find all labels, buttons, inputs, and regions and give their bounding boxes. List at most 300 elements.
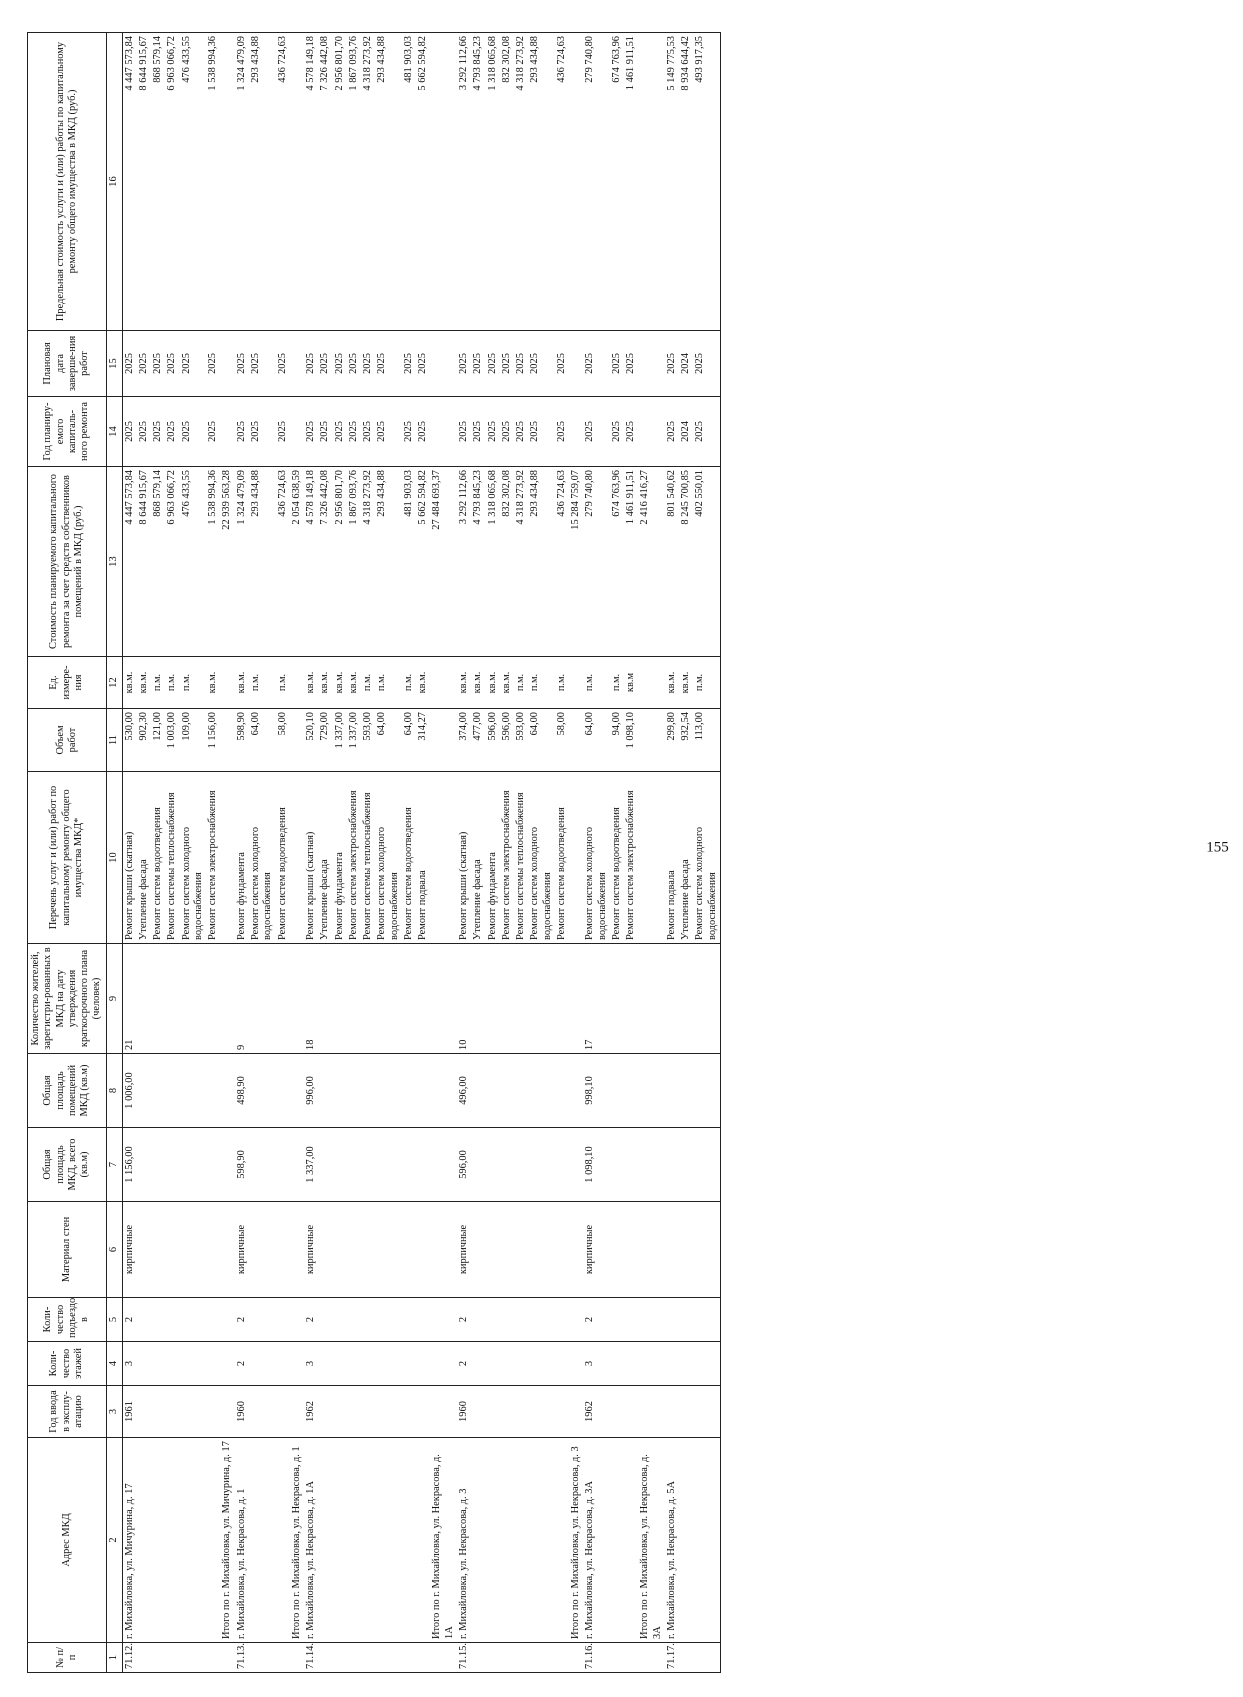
work-unit: п.м. <box>165 657 179 709</box>
floors-count <box>165 1342 179 1386</box>
row-empty-cell <box>290 1054 304 1128</box>
floors-count <box>610 1342 624 1386</box>
build-year <box>375 1386 402 1438</box>
entrances-count <box>624 1298 638 1342</box>
repair-year: 2025 <box>318 397 332 467</box>
entrances-count <box>361 1298 375 1342</box>
rooms-area <box>693 1054 720 1128</box>
floors-count <box>333 1342 347 1386</box>
work-volume: 109,00 <box>180 709 207 772</box>
rooms-area: 496,00 <box>457 1054 471 1128</box>
rooms-area <box>610 1054 624 1128</box>
row-empty-cell <box>638 1054 665 1128</box>
row-empty-cell <box>430 944 457 1054</box>
floors-count <box>665 1342 679 1386</box>
residents-count <box>610 944 624 1054</box>
total-area <box>471 1128 485 1202</box>
repair-year: 2025 <box>486 397 500 467</box>
house-number <box>206 1643 220 1673</box>
column-header: Предельная стоимость услуги и (или) работы по капитальному ремонту общего имущества в МКД (руб.) <box>28 33 107 331</box>
house-address <box>471 1438 485 1643</box>
repair-year: 2025 <box>151 397 165 467</box>
column-header: Стоимость планируемого капитального ремонта за счет средств собственников помещений в МКД (руб.) <box>28 467 107 657</box>
cost-limit: 293 434,88 <box>528 33 555 331</box>
row-empty-cell <box>569 33 583 331</box>
entrances-count <box>514 1298 528 1342</box>
table-row <box>333 33 347 1673</box>
work-unit: кв.м. <box>318 657 332 709</box>
rooms-area <box>180 1054 207 1128</box>
floors-count <box>528 1342 555 1386</box>
wall-material <box>249 1202 276 1298</box>
wall-material <box>500 1202 514 1298</box>
cost-limit: 1 324 479,09 <box>235 33 249 331</box>
work-volume: 94,00 <box>610 709 624 772</box>
repair-year: 2025 <box>249 397 276 467</box>
total-row <box>430 33 457 1673</box>
completion-date: 2025 <box>471 331 485 397</box>
completion-date: 2025 <box>486 331 500 397</box>
table-row <box>416 33 430 1673</box>
work-cost: 1 867 093,76 <box>347 467 361 657</box>
work-name: Ремонт систем электроснабжения <box>347 772 361 944</box>
house-address <box>151 1438 165 1643</box>
work-name: Ремонт крыши (скатная) <box>304 772 318 944</box>
work-name: Ремонт систем холодного водоснабжения <box>693 772 720 944</box>
rooms-area: 498,90 <box>235 1054 249 1128</box>
completion-date: 2025 <box>624 331 638 397</box>
house-number: 71.17. <box>665 1643 679 1673</box>
entrances-count: 2 <box>235 1298 249 1342</box>
work-cost: 293 434,88 <box>249 467 276 657</box>
work-unit: п.м. <box>375 657 402 709</box>
row-empty-cell <box>638 1342 665 1386</box>
house-address <box>137 1438 151 1643</box>
table-row <box>249 33 276 1673</box>
work-unit: кв.м. <box>137 657 151 709</box>
repair-year: 2025 <box>333 397 347 467</box>
row-empty-cell <box>569 657 583 709</box>
work-cost: 868 579,14 <box>151 467 165 657</box>
cost-limit: 6 963 066,72 <box>165 33 179 331</box>
work-unit: кв.м. <box>457 657 471 709</box>
rooms-area <box>151 1054 165 1128</box>
residents-count <box>151 944 165 1054</box>
cost-limit: 4 578 149,18 <box>304 33 318 331</box>
work-volume: 121,00 <box>151 709 165 772</box>
build-year <box>679 1386 693 1438</box>
floors-count <box>471 1342 485 1386</box>
total-label: Итого по г. Михайловка, ул. Некрасова, д. 3 <box>569 1438 583 1643</box>
build-year <box>416 1386 430 1438</box>
wall-material <box>693 1202 720 1298</box>
work-volume: 64,00 <box>249 709 276 772</box>
residents-count <box>514 944 528 1054</box>
row-empty-cell <box>638 33 665 331</box>
total-area <box>528 1128 555 1202</box>
work-unit: п.м. <box>361 657 375 709</box>
column-number: 7 <box>106 1128 122 1202</box>
house-address <box>249 1438 276 1643</box>
work-unit: кв.м. <box>304 657 318 709</box>
table-row <box>304 33 318 1673</box>
total-area <box>333 1128 347 1202</box>
house-number <box>416 1643 430 1673</box>
completion-date: 2025 <box>347 331 361 397</box>
wall-material <box>471 1202 485 1298</box>
table-row <box>693 33 720 1673</box>
entrances-count <box>402 1298 416 1342</box>
row-empty-cell <box>569 1128 583 1202</box>
rooms-area <box>375 1054 402 1128</box>
rooms-area <box>624 1054 638 1128</box>
work-cost: 436 724,63 <box>276 467 290 657</box>
entrances-count <box>347 1298 361 1342</box>
floors-count <box>361 1342 375 1386</box>
floors-count <box>206 1342 220 1386</box>
column-number: 1 <box>106 1643 122 1673</box>
work-name: Ремонт фундамента <box>333 772 347 944</box>
rooms-area <box>361 1054 375 1128</box>
build-year <box>514 1386 528 1438</box>
total-area <box>151 1128 165 1202</box>
wall-material <box>276 1202 290 1298</box>
work-cost: 293 434,88 <box>375 467 402 657</box>
residents-count <box>165 944 179 1054</box>
floors-count: 3 <box>583 1342 610 1386</box>
house-number <box>249 1643 276 1673</box>
residents-count <box>679 944 693 1054</box>
floors-count: 2 <box>235 1342 249 1386</box>
entrances-count <box>693 1298 720 1342</box>
work-unit: кв.м. <box>333 657 347 709</box>
table-row <box>122 33 137 1673</box>
total-area <box>347 1128 361 1202</box>
repair-year: 2025 <box>457 397 471 467</box>
row-empty-cell <box>290 397 304 467</box>
residents-count: 18 <box>304 944 318 1054</box>
house-address <box>347 1438 361 1643</box>
entrances-count <box>137 1298 151 1342</box>
build-year <box>555 1386 569 1438</box>
house-number <box>555 1643 569 1673</box>
completion-date: 2025 <box>151 331 165 397</box>
rooms-area <box>206 1054 220 1128</box>
work-cost: 4 793 845,23 <box>471 467 485 657</box>
column-number: 8 <box>106 1054 122 1128</box>
row-empty-cell <box>430 33 457 331</box>
total-area <box>486 1128 500 1202</box>
work-volume: 932,54 <box>679 709 693 772</box>
column-header: Объем работ <box>28 709 107 772</box>
total-value: 27 484 693,37 <box>430 467 457 657</box>
entrances-count <box>318 1298 332 1342</box>
repair-year: 2025 <box>416 397 430 467</box>
floors-count <box>402 1342 416 1386</box>
house-address <box>555 1438 569 1643</box>
total-value: 2 054 638,59 <box>290 467 304 657</box>
entrances-count: 2 <box>122 1298 137 1342</box>
row-empty-cell <box>569 1202 583 1298</box>
row-empty-cell <box>430 772 457 944</box>
house-number <box>318 1643 332 1673</box>
work-volume: 902,30 <box>137 709 151 772</box>
work-name: Утепление фасада <box>318 772 332 944</box>
residents-count <box>471 944 485 1054</box>
row-empty-cell <box>220 1054 234 1128</box>
house-address: г. Михайловка, ул. Мичурина, д. 17 <box>122 1438 137 1643</box>
total-area <box>679 1128 693 1202</box>
wall-material <box>416 1202 430 1298</box>
table-row <box>514 33 528 1673</box>
row-empty-cell <box>290 1128 304 1202</box>
repair-year: 2025 <box>665 397 679 467</box>
residents-count <box>276 944 290 1054</box>
total-area <box>402 1128 416 1202</box>
table-row <box>151 33 165 1673</box>
house-number <box>151 1643 165 1673</box>
repair-year: 2025 <box>500 397 514 467</box>
work-name: Ремонт фундамента <box>235 772 249 944</box>
repair-year: 2025 <box>610 397 624 467</box>
table-row <box>555 33 569 1673</box>
column-number: 4 <box>106 1342 122 1386</box>
row-empty-cell <box>430 1643 457 1673</box>
row-empty-cell <box>430 709 457 772</box>
repair-year: 2025 <box>514 397 528 467</box>
work-volume: 1 156,00 <box>206 709 220 772</box>
work-name: Ремонт системы теплоснабжения <box>361 772 375 944</box>
work-name: Ремонт систем холодного водоснабжения <box>583 772 610 944</box>
total-row <box>220 33 234 1673</box>
cost-limit: 1 318 065,68 <box>486 33 500 331</box>
build-year: 1960 <box>235 1386 249 1438</box>
house-address <box>318 1438 332 1643</box>
house-address: г. Михайловка, ул. Некрасова, д. 5А <box>665 1438 679 1643</box>
rooms-area <box>347 1054 361 1128</box>
house-address <box>528 1438 555 1643</box>
completion-date: 2025 <box>276 331 290 397</box>
work-cost: 481 903,03 <box>402 467 416 657</box>
row-empty-cell <box>638 1298 665 1342</box>
completion-date: 2025 <box>361 331 375 397</box>
floors-count <box>375 1342 402 1386</box>
rooms-area: 1 006,00 <box>122 1054 137 1128</box>
total-area <box>318 1128 332 1202</box>
work-cost: 293 434,88 <box>528 467 555 657</box>
entrances-count <box>416 1298 430 1342</box>
column-number: 9 <box>106 944 122 1054</box>
work-volume: 1 337,00 <box>347 709 361 772</box>
rooms-area <box>318 1054 332 1128</box>
total-area: 598,90 <box>235 1128 249 1202</box>
total-value: 2 416 416,27 <box>638 467 665 657</box>
residents-count <box>333 944 347 1054</box>
row-empty-cell <box>430 331 457 397</box>
work-name: Ремонт систем водоотведения <box>555 772 569 944</box>
total-area <box>624 1128 638 1202</box>
floors-count: 3 <box>304 1342 318 1386</box>
column-header: Плановая дата заверше-ния работ <box>28 331 107 397</box>
total-label: Итого по г. Михайловка, ул. Некрасова, д. 1А <box>430 1438 457 1643</box>
work-name: Ремонт систем водоотведения <box>151 772 165 944</box>
column-number: 15 <box>106 331 122 397</box>
row-empty-cell <box>290 1298 304 1342</box>
floors-count <box>624 1342 638 1386</box>
repair-year: 2025 <box>471 397 485 467</box>
row-empty-cell <box>220 709 234 772</box>
repair-year: 2025 <box>375 397 402 467</box>
rooms-area <box>471 1054 485 1128</box>
house-address: г. Михайловка, ул. Некрасова, д. 1 <box>235 1438 249 1643</box>
cost-limit: 4 447 573,84 <box>122 33 137 331</box>
work-cost: 436 724,63 <box>555 467 569 657</box>
completion-date: 2025 <box>375 331 402 397</box>
row-empty-cell <box>569 944 583 1054</box>
cost-limit: 3 292 112,66 <box>457 33 471 331</box>
house-number <box>347 1643 361 1673</box>
house-address <box>333 1438 347 1643</box>
rooms-area <box>333 1054 347 1128</box>
cost-limit: 832 302,08 <box>500 33 514 331</box>
row-empty-cell <box>220 397 234 467</box>
residents-count: 10 <box>457 944 471 1054</box>
work-cost: 3 292 112,66 <box>457 467 471 657</box>
work-cost: 279 740,80 <box>583 467 610 657</box>
column-number: 11 <box>106 709 122 772</box>
cost-limit: 1 538 994,36 <box>206 33 220 331</box>
table-header-row <box>28 33 107 1673</box>
work-cost: 6 963 066,72 <box>165 467 179 657</box>
work-cost: 4 447 573,84 <box>122 467 137 657</box>
build-year <box>180 1386 207 1438</box>
work-volume: 729,00 <box>318 709 332 772</box>
cost-limit: 8 644 915,67 <box>137 33 151 331</box>
work-cost: 674 763,96 <box>610 467 624 657</box>
row-empty-cell <box>638 1643 665 1673</box>
total-area <box>276 1128 290 1202</box>
table-row <box>457 33 471 1673</box>
house-number: 71.15. <box>457 1643 471 1673</box>
work-volume: 113,00 <box>693 709 720 772</box>
column-header: Общая площадь МКД, всего (кв.м) <box>28 1128 107 1202</box>
work-name: Утепление фасада <box>137 772 151 944</box>
work-name: Утепление фасада <box>679 772 693 944</box>
row-empty-cell <box>290 657 304 709</box>
entrances-count: 2 <box>457 1298 471 1342</box>
repair-year: 2025 <box>235 397 249 467</box>
house-number <box>375 1643 402 1673</box>
rooms-area <box>514 1054 528 1128</box>
house-address <box>416 1438 430 1643</box>
completion-date: 2025 <box>304 331 318 397</box>
column-number: 13 <box>106 467 122 657</box>
house-number <box>679 1643 693 1673</box>
repair-year: 2025 <box>304 397 318 467</box>
row-empty-cell <box>569 772 583 944</box>
work-cost: 1 461 911,51 <box>624 467 638 657</box>
house-number <box>165 1643 179 1673</box>
work-unit: кв.м. <box>416 657 430 709</box>
work-name: Ремонт системы теплоснабжения <box>514 772 528 944</box>
wall-material <box>375 1202 402 1298</box>
wall-material <box>528 1202 555 1298</box>
column-number: 16 <box>106 33 122 331</box>
entrances-count <box>151 1298 165 1342</box>
row-empty-cell <box>220 1202 234 1298</box>
house-address <box>206 1438 220 1643</box>
completion-date: 2025 <box>137 331 151 397</box>
row-empty-cell <box>220 772 234 944</box>
row-empty-cell <box>569 709 583 772</box>
build-year <box>665 1386 679 1438</box>
work-cost: 2 956 801,70 <box>333 467 347 657</box>
total-label: Итого по г. Михайловка, ул. Некрасова, д. 1 <box>290 1438 304 1643</box>
cost-limit: 868 579,14 <box>151 33 165 331</box>
repair-year: 2024 <box>679 397 693 467</box>
row-empty-cell <box>290 709 304 772</box>
completion-date: 2025 <box>693 331 720 397</box>
build-year <box>624 1386 638 1438</box>
entrances-count: 2 <box>583 1298 610 1342</box>
repair-year: 2025 <box>137 397 151 467</box>
row-empty-cell <box>638 1202 665 1298</box>
cost-limit: 436 724,63 <box>555 33 569 331</box>
residents-count: 17 <box>583 944 610 1054</box>
work-volume: 64,00 <box>583 709 610 772</box>
row-empty-cell <box>569 397 583 467</box>
work-name: Ремонт систем водоотведения <box>610 772 624 944</box>
row-empty-cell <box>569 331 583 397</box>
completion-date: 2025 <box>528 331 555 397</box>
cost-limit: 279 740,80 <box>583 33 610 331</box>
build-year: 1960 <box>457 1386 471 1438</box>
cost-limit: 493 917,35 <box>693 33 720 331</box>
work-volume: 58,00 <box>555 709 569 772</box>
table-row <box>276 33 290 1673</box>
build-year <box>249 1386 276 1438</box>
entrances-count <box>180 1298 207 1342</box>
column-number: 12 <box>106 657 122 709</box>
work-unit: п.м. <box>151 657 165 709</box>
cost-limit: 476 433,55 <box>180 33 207 331</box>
column-header: Материал стен <box>28 1202 107 1298</box>
house-address <box>402 1438 416 1643</box>
row-empty-cell <box>569 1643 583 1673</box>
work-unit: п.м. <box>402 657 416 709</box>
work-volume: 299,80 <box>665 709 679 772</box>
row-empty-cell <box>430 1054 457 1128</box>
column-number-row <box>106 33 122 1673</box>
entrances-count <box>486 1298 500 1342</box>
row-empty-cell <box>638 1386 665 1438</box>
column-header: Адрес МКД <box>28 1438 107 1643</box>
work-unit: кв.м <box>624 657 638 709</box>
entrances-count <box>276 1298 290 1342</box>
total-row <box>290 33 304 1673</box>
total-area: 1 156,00 <box>122 1128 137 1202</box>
row-empty-cell <box>290 331 304 397</box>
cost-limit: 4 793 845,23 <box>471 33 485 331</box>
work-unit: п.м. <box>276 657 290 709</box>
work-name: Утепление фасада <box>471 772 485 944</box>
cost-limit: 7 326 442,08 <box>318 33 332 331</box>
rooms-area <box>137 1054 151 1128</box>
table-row <box>347 33 361 1673</box>
house-address <box>679 1438 693 1643</box>
floors-count <box>249 1342 276 1386</box>
house-address <box>693 1438 720 1643</box>
